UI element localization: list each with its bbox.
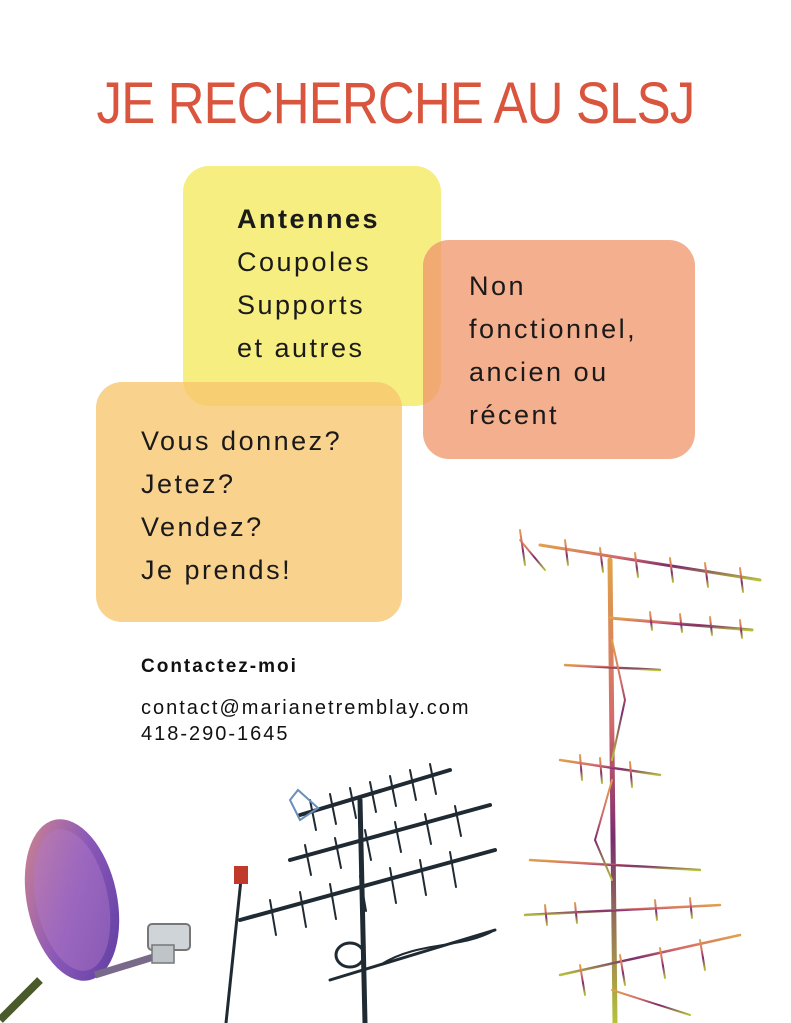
offer-line-3: Vendez? xyxy=(141,512,264,542)
item-supports: Supports xyxy=(237,290,366,320)
item-antennes: Antennes xyxy=(237,204,381,234)
condition-line-1: Non xyxy=(469,271,527,301)
contact-heading: Contactez-moi xyxy=(141,656,298,677)
antenna-tower-image xyxy=(520,530,760,1023)
contact-email[interactable]: contact@marianetremblay.com xyxy=(141,697,471,719)
condition-line-2: fonctionnel, xyxy=(469,314,638,344)
condition-line-4: récent xyxy=(469,400,560,430)
offer-line-2: Jetez? xyxy=(141,469,236,499)
contact-phone[interactable]: 418-290-1645 xyxy=(141,723,290,745)
yagi-antenna-image xyxy=(226,764,495,1023)
satellite-dish-image xyxy=(0,810,190,1020)
item-autres: et autres xyxy=(237,333,365,363)
page-title: JE RECHERCHE AU SLSJ xyxy=(96,71,695,136)
offer-line-4: Je prends! xyxy=(141,555,293,585)
item-coupoles: Coupoles xyxy=(237,247,372,277)
condition-line-3: ancien ou xyxy=(469,357,609,387)
offer-line-1: Vous donnez? xyxy=(141,426,343,456)
